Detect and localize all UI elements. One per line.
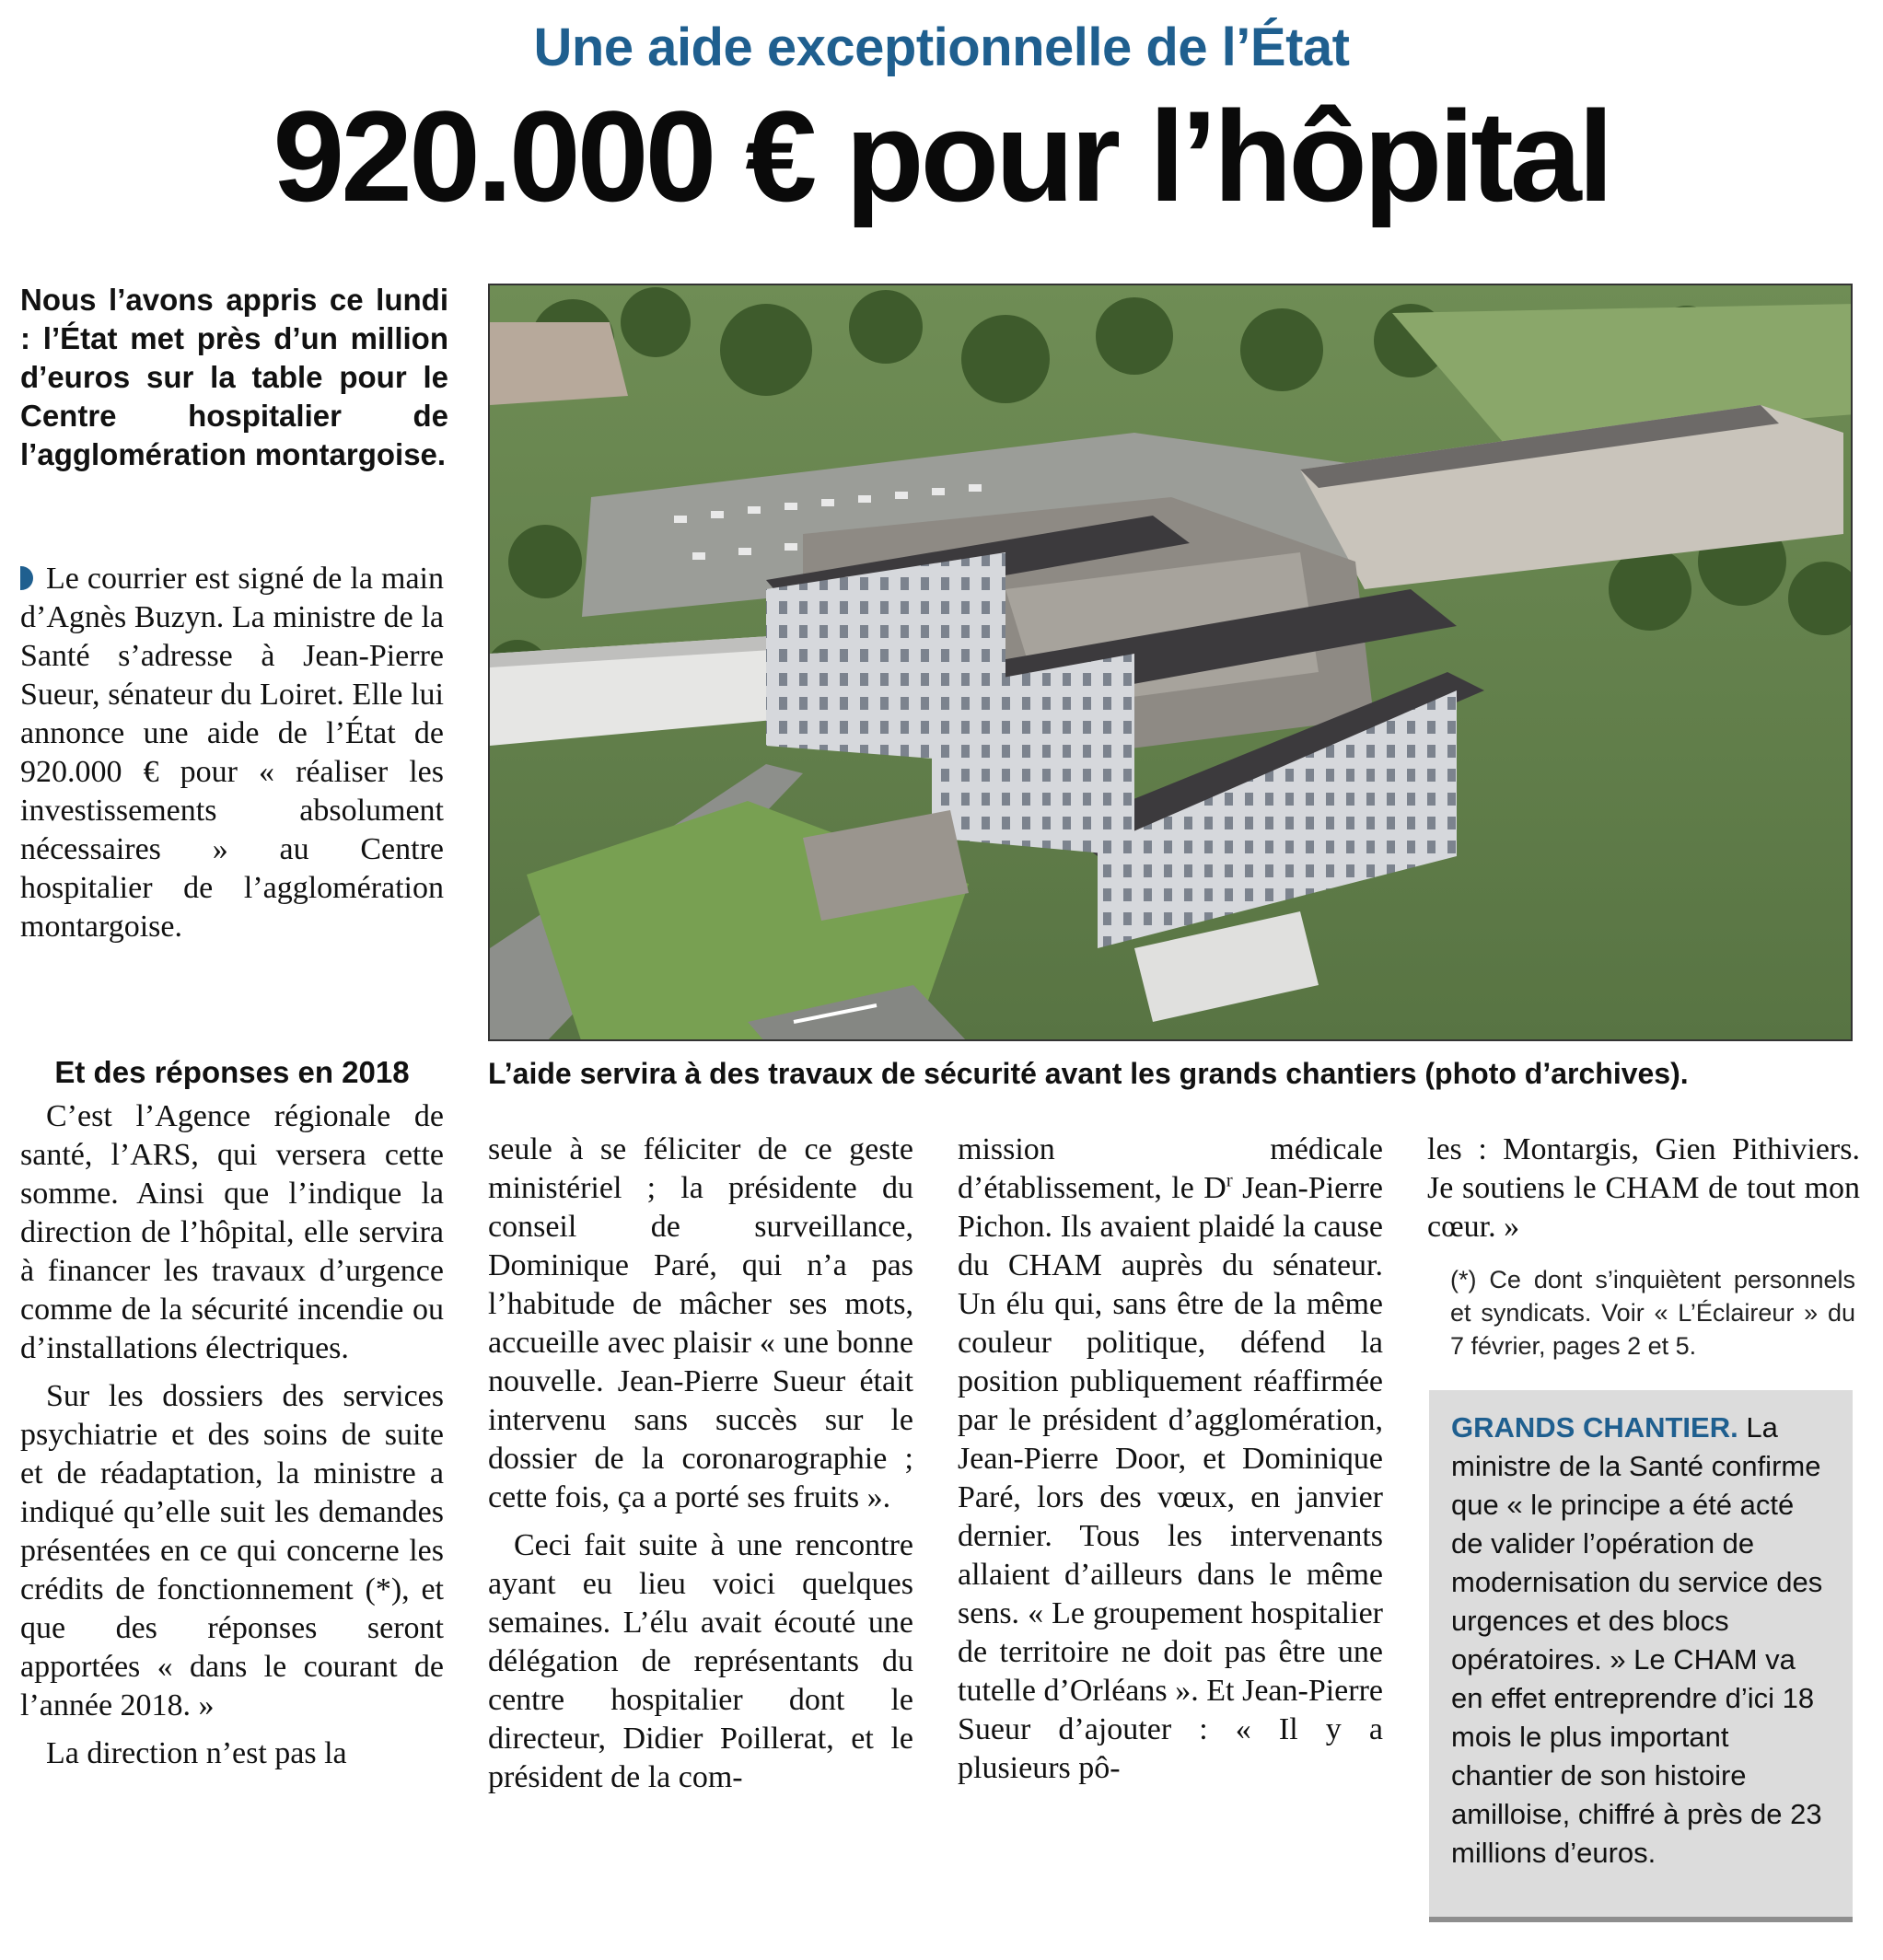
- subheading: Et des réponses en 2018: [54, 1055, 410, 1089]
- paragraph: [958, 1131, 1383, 1788]
- lead-paragraph: Nous l’avons appris ce lundi : l’État met près d’un million d’euros sur la table pour le Centre hospitalier de l’agglomération montargoise.: [20, 283, 448, 471]
- paragraph-text: Le courrier est signé de la main d’Agnès Buzyn. La ministre de la Santé s’adresse à Jean-Pierre Sueur, sénateur du Loiret. Elle lui annonce une aide de l’État de 920.000 € pour « réaliser les investissements absolument nécessaires » au Centre hospitalier de l’agglomération montargoise.: [20, 562, 444, 944]
- headline: 920.000 € pour l’hôpital: [273, 84, 1610, 228]
- paragraph-marker-icon: [20, 566, 33, 590]
- footnote: (*) Ce dont s’inquiètent personnels et syndicats. Voir « L’Éclaireur » du 7 février, pages 2 et 5.: [1450, 1266, 1855, 1360]
- column-4: [1427, 1131, 1860, 1247]
- photo-caption: L’aide servira à des travaux de sécurité avant les grands chantiers (photo d’archives).: [488, 1057, 1689, 1090]
- paragraph: Ceci fait suite à une rencontre ayant eu lieu voici quelques semaines. L’élu avait écouté une délégation de représentants du centre hospitalier dont le directeur, Didier Poillerat, et le président de la com-: [488, 1528, 913, 1794]
- kicker: Une aide exceptionnelle de l’État: [533, 17, 1350, 77]
- column-2: [488, 1131, 913, 1797]
- sidebar-box: [1429, 1390, 1853, 1922]
- paragraph: seule à se féliciter de ce geste ministériel ; la présidente du conseil de surveillance, Dominique Paré, qui n’a pas l’habitude de mâcher ses mots, accueille avec plaisir « une bonne nouvelle. Jean-Pierre Sueur était intervenu sans succès sur le dossier de la coronarographie ; cette fois, ça a porté ses fruits ».: [488, 1132, 913, 1514]
- column-3: [958, 1131, 1383, 1788]
- sidebar-box-heading: GRANDS CHANTIER.: [1451, 1411, 1738, 1444]
- superscript: r: [1226, 1170, 1233, 1191]
- paragraph: [20, 560, 444, 946]
- hospital-aerial-photo: [488, 284, 1853, 1041]
- column-1-bottom: [20, 1097, 444, 1773]
- paragraph-text: mission médicale d’établissement, le D: [958, 1132, 1383, 1205]
- column-1-top: [20, 560, 444, 946]
- sidebar-box-text: La ministre de la Santé confirme que « le principe a été acté de valider l’opération de modernisation du service des urgences et des blocs opératoires. » Le CHAM va en effet entreprendre d’ici 18 mois le plus important chantier de son histoire amilloise, chiffré à près de 23 millions d’euros.: [1451, 1411, 1823, 1869]
- paragraph: C’est l’Agence régionale de santé, l’ARS, qui versera cette somme. Ainsi que l’indique la direction de l’hôpital, elle servira à financer les travaux d’urgence comme de la sécurité incendie ou d’installations électriques.: [20, 1099, 444, 1365]
- paragraph: les : Montargis, Gien Pithiviers. Je soutiens le CHAM de tout mon cœur. »: [1427, 1132, 1860, 1244]
- paragraph: La direction n’est pas la: [46, 1736, 347, 1770]
- paragraph-text: Jean-Pierre Pichon. Ils avaient plaidé la cause du CHAM auprès du sénateur. Un élu qui, sans être de la même couleur politique, défend la position publiquement réaffirmée par le président d’agglomération, Jean-Pierre Door, et Dominique Paré, lors des vœux, en janvier dernier. Tous les intervenants allaient d’ailleurs dans le même sens. « Le groupement hospitalier de territoire ne doit pas être une tutelle d’Orléans ». Et Jean-Pierre Sueur d’ajouter : « Il y a plusieurs pô-: [958, 1171, 1383, 1785]
- paragraph: Sur les dossiers des services psychiatrie et des soins de suite et de réadaptation, la ministre a indiqué qu’elle suit les demandes présentées en ce qui concerne les crédits de fonctionnement (*), et que des réponses seront apportées « dans le courant de l’année 2018. »: [20, 1379, 444, 1722]
